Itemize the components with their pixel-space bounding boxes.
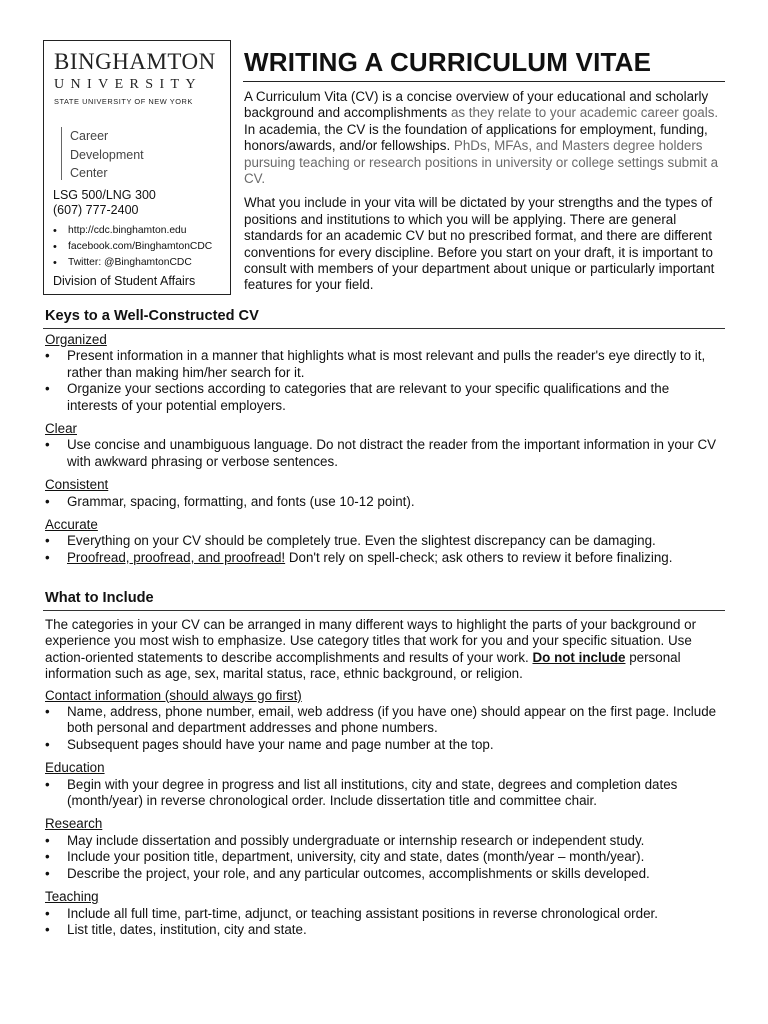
intro-text-segment: PhDs, MFAs, and Masters degree holders pursuing teaching or research positions in university or college settings submit a CV. — [244, 138, 719, 187]
list-item: • May include dissertation and possibly undergraduate or internship research or independent study. — [45, 833, 720, 849]
include-intro-segment: personal information such as age, sex, marital status, race, ethnic background, or religion. — [45, 649, 681, 682]
list-item: • Grammar, spacing, formatting, and fonts (use 10-12 point). — [45, 494, 720, 510]
consistent-list — [45, 494, 720, 510]
intro-text-segment: A Curriculum Vita (CV) is a concise overview of your educational and scholarly background and accomplishments — [244, 89, 709, 121]
links-list — [53, 223, 212, 271]
keys-section-title: Keys to a Well-Constructed CV — [45, 308, 259, 324]
include-section — [45, 617, 720, 938]
intro-paragraph-1 — [244, 89, 726, 187]
proofread-emphasis: Proofread, proofread, and proofread! — [67, 549, 286, 565]
office-location: LSG 500/LNG 300 — [53, 188, 156, 202]
logo-suny: STATE UNIVERSITY OF NEW YORK — [54, 97, 193, 106]
contact-block — [53, 188, 156, 218]
research-heading: Research — [45, 816, 103, 832]
list-item — [45, 550, 720, 566]
list-item: • Use concise and unambiguous language. Do not distract the reader from the important information in your CV with awkward phrasing or verbose sentences. — [45, 437, 720, 470]
keys-section-divider — [43, 328, 725, 329]
contact-info-list — [45, 704, 720, 753]
list-item: • Include all full time, part-time, adjunct, or teaching assistant positions in reverse chronological order. — [45, 906, 720, 922]
intro-text — [244, 89, 726, 302]
cdc-line: Development — [70, 147, 144, 162]
organized-list — [45, 348, 720, 414]
research-list — [45, 833, 720, 882]
list-item: • Present information in a manner that highlights what is most relevant and pulls the reader's eye directly to it, rather than making him/her search for it. — [45, 348, 720, 381]
list-item: • Name, address, phone number, email, web address (if you have one) should appear on the first page. Include both personal and department addresses and phone numbers. — [45, 704, 720, 737]
title-divider — [243, 81, 725, 82]
intro-paragraph-2: What you include in your vita will be dictated by your strengths and the types of positions and institutions to which you will be applying. There are general standards for an academic CV but no prescribed format, and there are different conventions for every discipline. Before you start on your draft, it is important to consult with members of your department about unique or particularly important features for your field. — [244, 195, 715, 293]
clear-heading: Clear — [45, 421, 77, 437]
teaching-heading: Teaching — [45, 889, 99, 905]
website-link[interactable]: • http://cdc.binghamton.edu — [53, 223, 212, 239]
keys-section — [45, 332, 720, 566]
include-intro — [45, 617, 720, 683]
logo-name: BINGHAMTON — [54, 49, 216, 74]
education-list — [45, 777, 720, 810]
logo-university: UNIVERSITY — [54, 77, 202, 92]
list-item: • Subsequent pages should have your name and page number at the top. — [45, 737, 720, 753]
clear-list — [45, 437, 720, 470]
organized-heading: Organized — [45, 332, 107, 347]
page-title: WRITING A CURRICULUM VITAE — [244, 47, 652, 77]
include-section-divider — [43, 610, 725, 611]
include-intro-segment: The categories in your CV can be arranged in many different ways to highlight the parts of your background or experience you most wish to emphasize. Use category titles that work for you and your specific situation. Use action-oriented statements to describe accomplishments and results of your work. — [45, 617, 697, 665]
do-not-include-emphasis: Do not include — [532, 649, 626, 665]
list-item: • Begin with your degree in progress and list all institutions, city and state, degrees and completion dates (month/year) in reverse chronological order. Include dissertation title and committee chair. — [45, 777, 720, 810]
proofread-rest: Don't rely on spell-check; ask others to review it before finalizing. — [285, 549, 673, 565]
office-phone: (607) 777-2400 — [53, 203, 139, 217]
accurate-heading: Accurate — [45, 517, 98, 533]
accurate-list — [45, 533, 720, 566]
list-item: • Everything on your CV should be completely true. Even the slightest discrepancy can be damaging. — [45, 533, 720, 549]
list-item: • Describe the project, your role, and any particular outcomes, accomplishments or skills developed. — [45, 866, 720, 882]
cdc-line: Center — [70, 166, 108, 180]
twitter-link[interactable]: • Twitter: @BinghamtonCDC — [53, 255, 212, 271]
contact-info-heading: Contact information (should always go first) — [45, 687, 302, 703]
binghamton-logo — [54, 49, 222, 107]
intro-text-segment: In academia, the CV is the foundation of applications for employment, funding, honors/awards, and/or fellowships. — [244, 121, 708, 154]
education-heading: Education — [45, 760, 105, 776]
cdc-line: Career — [70, 129, 109, 143]
teaching-list — [45, 906, 720, 939]
division-label: Division of Student Affairs — [53, 274, 196, 288]
list-item: • Include your position title, department, university, city and state, dates (month/year – month/year). — [45, 849, 720, 865]
consistent-heading: Consistent — [45, 477, 109, 493]
include-section-title: What to Include — [45, 590, 154, 606]
sidebar-box — [43, 40, 231, 295]
list-item: • Organize your sections according to categories that are relevant to your specific qualifications and the interests of your potential employers. — [45, 381, 720, 414]
facebook-link[interactable]: • facebook.com/BinghamtonCDC — [53, 239, 212, 255]
list-item: • List title, dates, institution, city and state. — [45, 922, 720, 938]
cdc-name — [61, 127, 144, 180]
intro-text-segment: as they relate to your academic career goals. — [447, 105, 719, 121]
